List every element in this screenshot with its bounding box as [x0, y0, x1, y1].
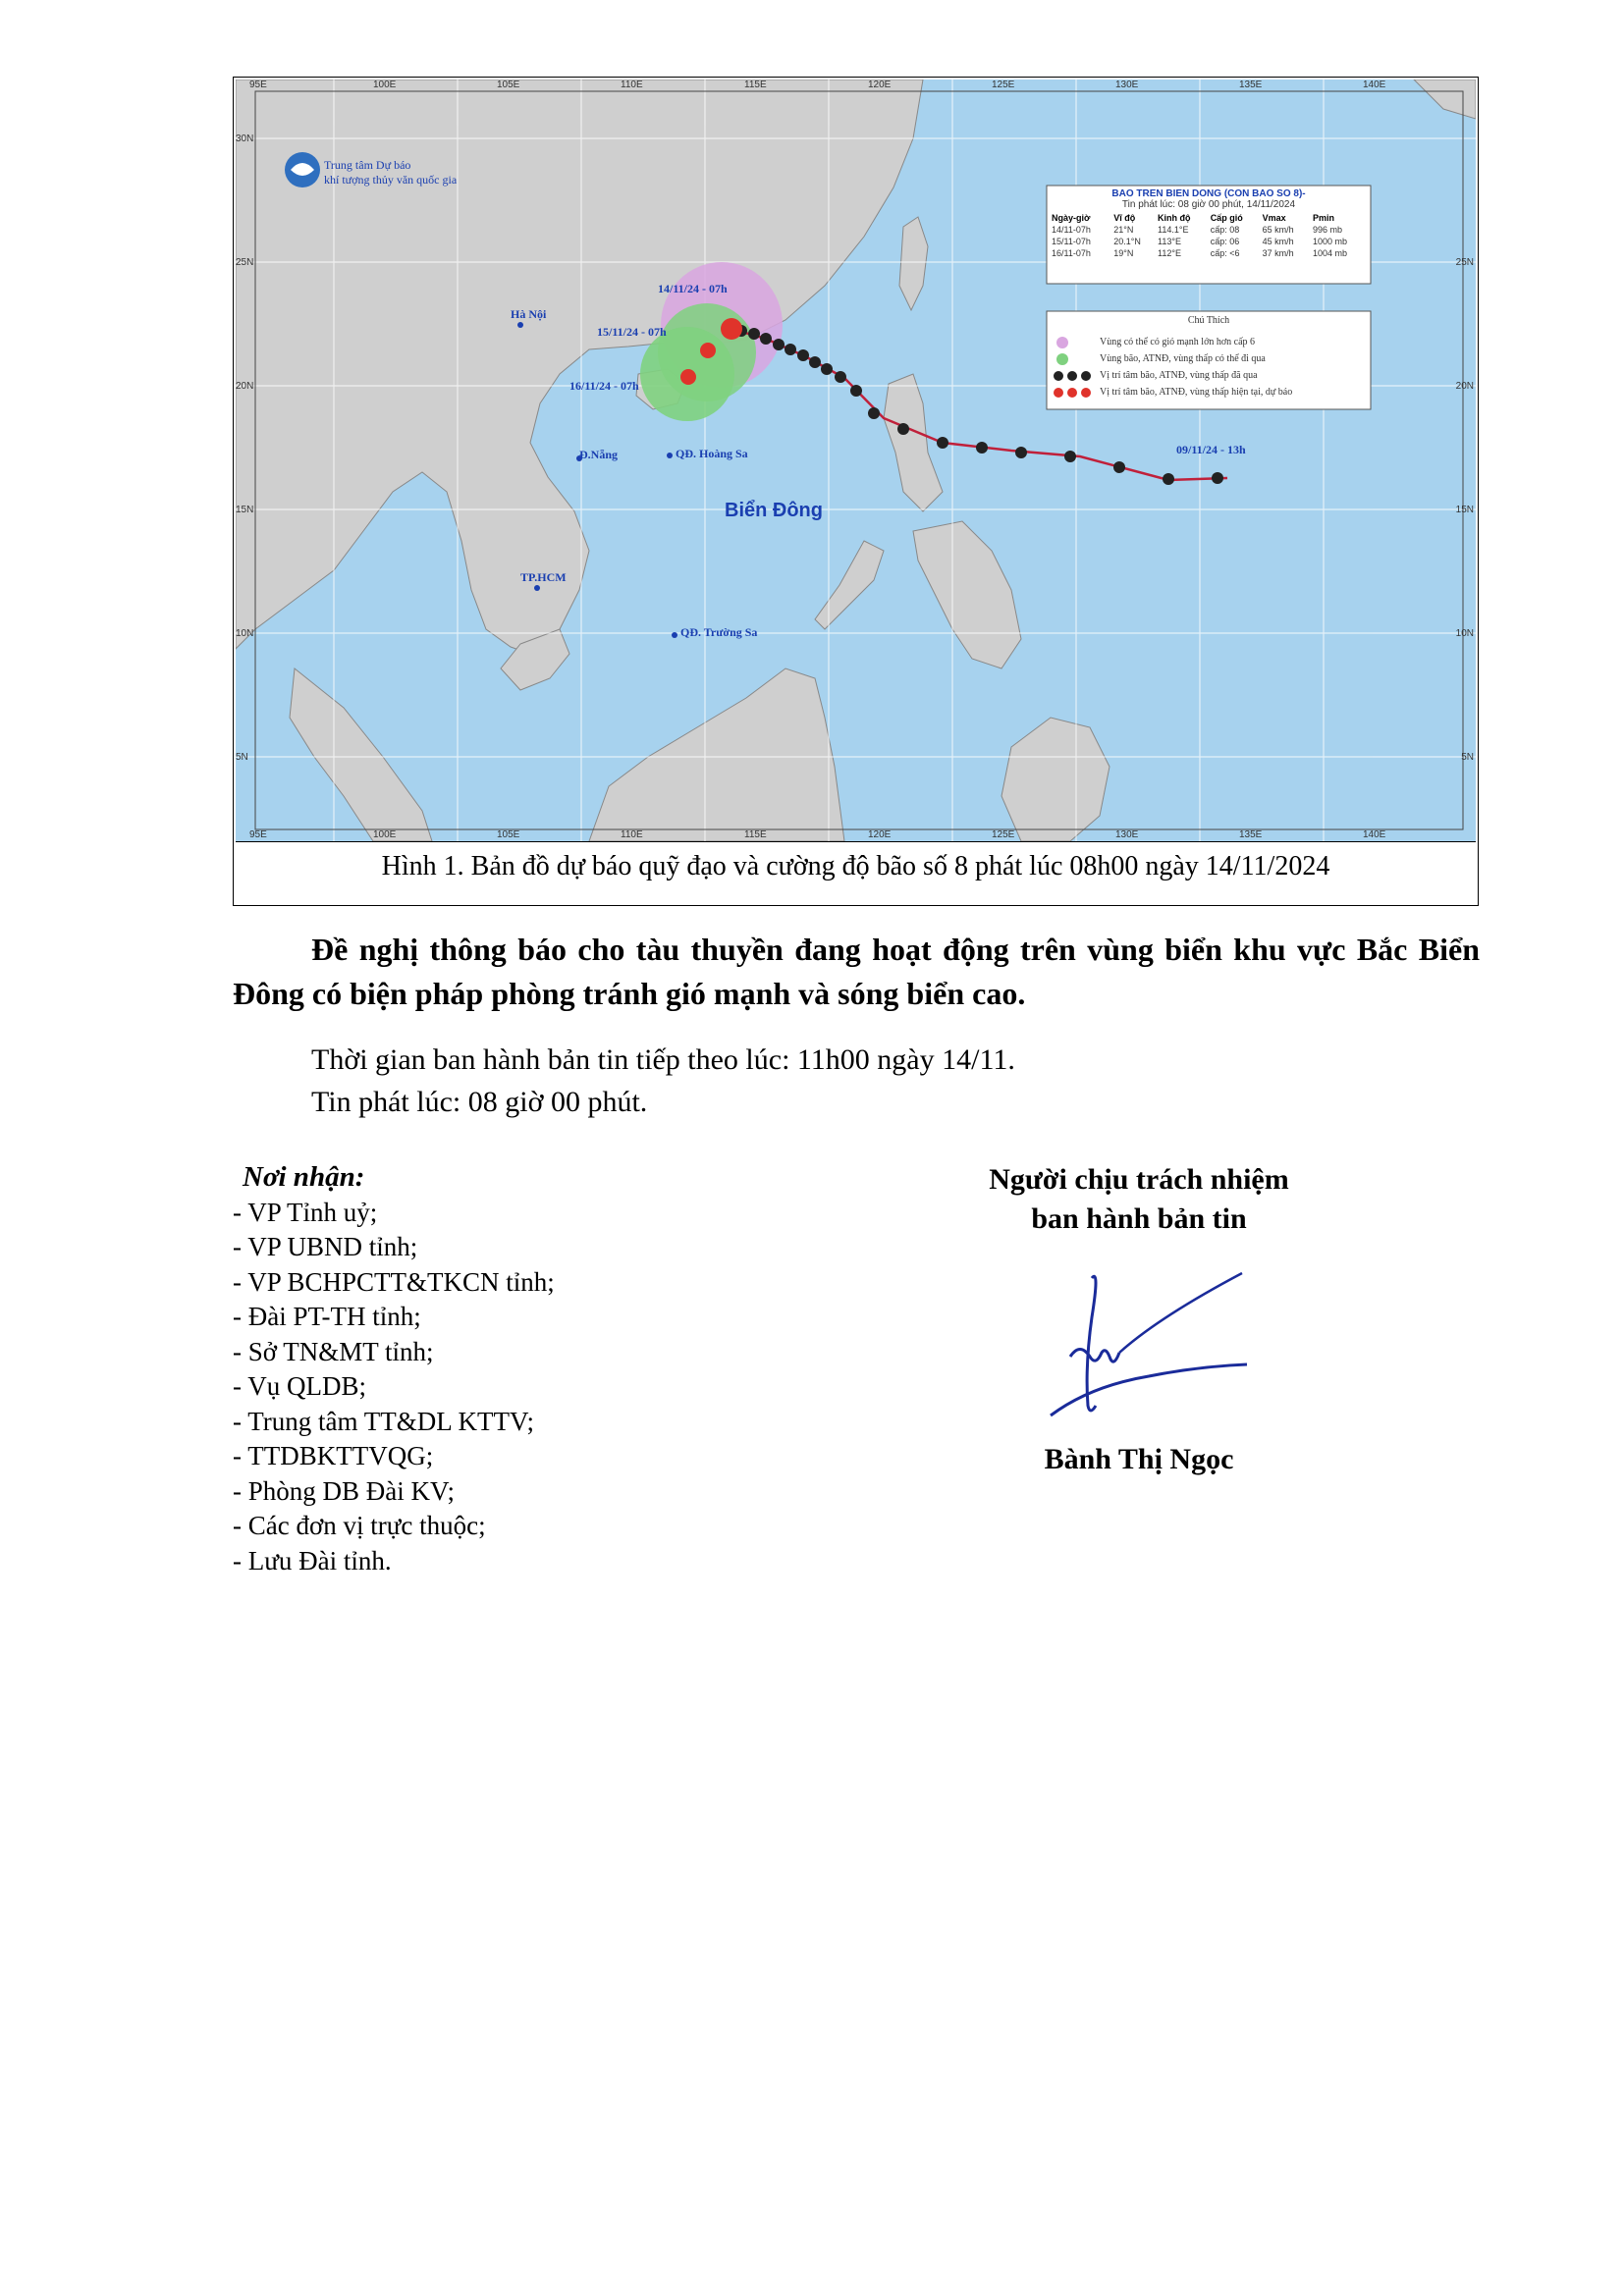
lon-tick: 115E [744, 829, 767, 840]
lon-tick: 105E [497, 80, 520, 90]
info-cell: cấp: 08 [1210, 225, 1240, 235]
signature-block [923, 1160, 1355, 1475]
advisory-paragraph: Đề nghị thông báo cho tàu thuyền đang hoạt động trên vùng biển khu vực Bắc Biển Đông có biện pháp phòng tránh gió mạnh và sóng biển cao. [233, 932, 1480, 1011]
recipient-item: - Trung tâm TT&DL KTTV; [233, 1406, 534, 1436]
lon-tick: 125E [992, 829, 1015, 840]
lat-tick: 15N [236, 505, 254, 515]
signer-title-line2: ban hành bản tin [1031, 1202, 1247, 1235]
info-cell: cấp: <6 [1210, 248, 1240, 258]
info-cell: 996 mb [1312, 225, 1343, 235]
lon-tick: 115E [744, 80, 767, 90]
info-cell: 45 km/h [1262, 237, 1294, 246]
lat-tick: 10N [236, 628, 254, 639]
track-label-day2: 15/11/24 - 07h [597, 325, 667, 339]
info-cell: 16/11-07h [1052, 248, 1091, 258]
info-header: Pmin [1312, 213, 1334, 223]
lat-tick: 20N [1455, 381, 1474, 392]
place-hcm: TP.HCM [520, 570, 567, 584]
recipients-title: Nơi nhận: [243, 1161, 365, 1193]
info-cell: 37 km/h [1262, 248, 1294, 258]
info-header: Vĩ độ [1113, 213, 1136, 223]
next-issue-text: Thời gian ban hành bản tin tiếp theo lúc: 11h00 ngày 14/11. [311, 1043, 1015, 1076]
lat-tick: 5N [1461, 752, 1474, 763]
legend-title: Chú Thích [1187, 315, 1230, 326]
legend-item: Vị trí tâm bão, ATNĐ, vùng thấp hiện tại, dự báo [1100, 387, 1293, 398]
place-hoangsa: QĐ. Hoàng Sa [676, 447, 748, 460]
lon-tick: 120E [868, 829, 892, 840]
lon-tick: 95E [249, 80, 267, 90]
lat-tick: 15N [1455, 505, 1474, 515]
recipient-item: - Đài PT-TH tỉnh; [233, 1302, 421, 1331]
track-label-start: 09/11/24 - 13h [1176, 443, 1246, 456]
lon-tick: 110E [621, 829, 643, 840]
lon-tick: 140E [1363, 829, 1386, 840]
recipient-item: - Vụ QLDB; [233, 1371, 367, 1401]
lon-tick: 95E [249, 829, 267, 840]
lat-tick: 30N [236, 133, 254, 144]
info-cell: 65 km/h [1262, 225, 1294, 235]
lat-tick: 25N [236, 257, 254, 268]
issued-at-text: Tin phát lúc: 08 giờ 00 phút. [311, 1086, 648, 1118]
signer-name: Bành Thị Ngọc [1044, 1443, 1234, 1475]
place-hanoi: Hà Nội [511, 307, 547, 321]
info-cell: 21°N [1113, 225, 1134, 235]
info-cell: 19°N [1113, 248, 1134, 258]
handwritten-signature [1031, 1258, 1267, 1435]
lon-tick: 140E [1363, 80, 1386, 90]
lon-tick: 120E [868, 80, 892, 90]
recipient-item: - Sở TN&MT tỉnh; [233, 1336, 434, 1366]
lat-tick: 10N [1455, 628, 1474, 639]
figure-frame [233, 77, 1479, 906]
lat-tick: 25N [1455, 257, 1474, 268]
lon-tick: 130E [1115, 80, 1139, 90]
place-truongsa: QĐ. Trường Sa [680, 625, 758, 639]
signer-title-line1: Người chịu trách nhiệm [989, 1163, 1289, 1196]
track-label-day3: 16/11/24 - 07h [569, 379, 639, 393]
recipient-item: - TTDBKTTVQG; [233, 1441, 434, 1470]
recipient-item: - Phòng DB Đài KV; [233, 1475, 455, 1506]
info-header: Cấp gió [1210, 213, 1243, 223]
lon-tick: 110E [621, 80, 643, 90]
info-title: BAO TREN BIEN DONG (CON BAO SO 8)- [1111, 188, 1306, 199]
recipients-list [233, 1160, 555, 1578]
info-panel [1051, 188, 1367, 259]
legend-item: Vùng có thể có gió mạnh lớn hơn cấp 6 [1100, 337, 1256, 347]
agency-name: Trung tâm Dự báo [324, 158, 411, 172]
info-cell: 20.1°N [1113, 237, 1141, 246]
recipient-item: - VP Tỉnh uỷ; [233, 1197, 378, 1227]
lon-tick: 105E [497, 829, 520, 840]
info-cell: 1000 mb [1312, 237, 1348, 246]
info-cell: 14/11-07h [1052, 225, 1091, 235]
legend-item: Vị trí tâm bão, ATNĐ, vùng thấp đã qua [1100, 370, 1258, 381]
track-label-current: 14/11/24 - 07h [658, 282, 728, 295]
place-biendong: Biển Đông [725, 500, 823, 521]
lon-tick: 100E [373, 80, 397, 90]
agency-subname: khí tượng thủy văn quốc gia [324, 173, 458, 187]
info-subtitle: Tin phát lúc: 08 giờ 00 phút, 14/11/2024 [1121, 199, 1296, 210]
info-cell: cấp: 06 [1210, 237, 1240, 246]
info-cell: 112°E [1158, 248, 1181, 258]
lon-tick: 130E [1115, 829, 1139, 840]
lon-tick: 125E [992, 80, 1015, 90]
recipient-item: - Các đơn vị trực thuộc; [233, 1511, 486, 1540]
place-danang: Đ.Nẵng [579, 448, 619, 461]
info-header: Vmax [1262, 213, 1286, 223]
recipient-item: - Lưu Đài tỉnh. [233, 1545, 392, 1575]
info-cell: 15/11-07h [1052, 237, 1091, 246]
info-header: Kinh độ [1158, 213, 1191, 223]
lon-tick: 100E [373, 829, 397, 840]
recipient-item: - VP BCHPCTT&TKCN tỉnh; [233, 1266, 555, 1297]
info-cell: 1004 mb [1312, 248, 1348, 258]
lat-tick: 20N [236, 381, 254, 392]
recipient-item: - VP UBND tỉnh; [233, 1232, 418, 1261]
lon-tick: 135E [1239, 80, 1263, 90]
lat-tick: 5N [236, 752, 248, 763]
lon-tick: 135E [1239, 829, 1263, 840]
figure-caption: Hình 1. Bản đồ dự báo quỹ đạo và cường độ bão số 8 phát lúc 08h00 ngày 14/11/2024 [381, 851, 1330, 881]
legend-panel [1051, 315, 1367, 400]
info-cell: 113°E [1158, 237, 1181, 246]
legend-item: Vùng bão, ATNĐ, vùng thấp có thể đi qua [1100, 353, 1266, 364]
info-header: Ngày-giờ [1052, 213, 1091, 223]
storm-forecast-map [236, 80, 1476, 842]
info-cell: 114.1°E [1158, 225, 1189, 235]
